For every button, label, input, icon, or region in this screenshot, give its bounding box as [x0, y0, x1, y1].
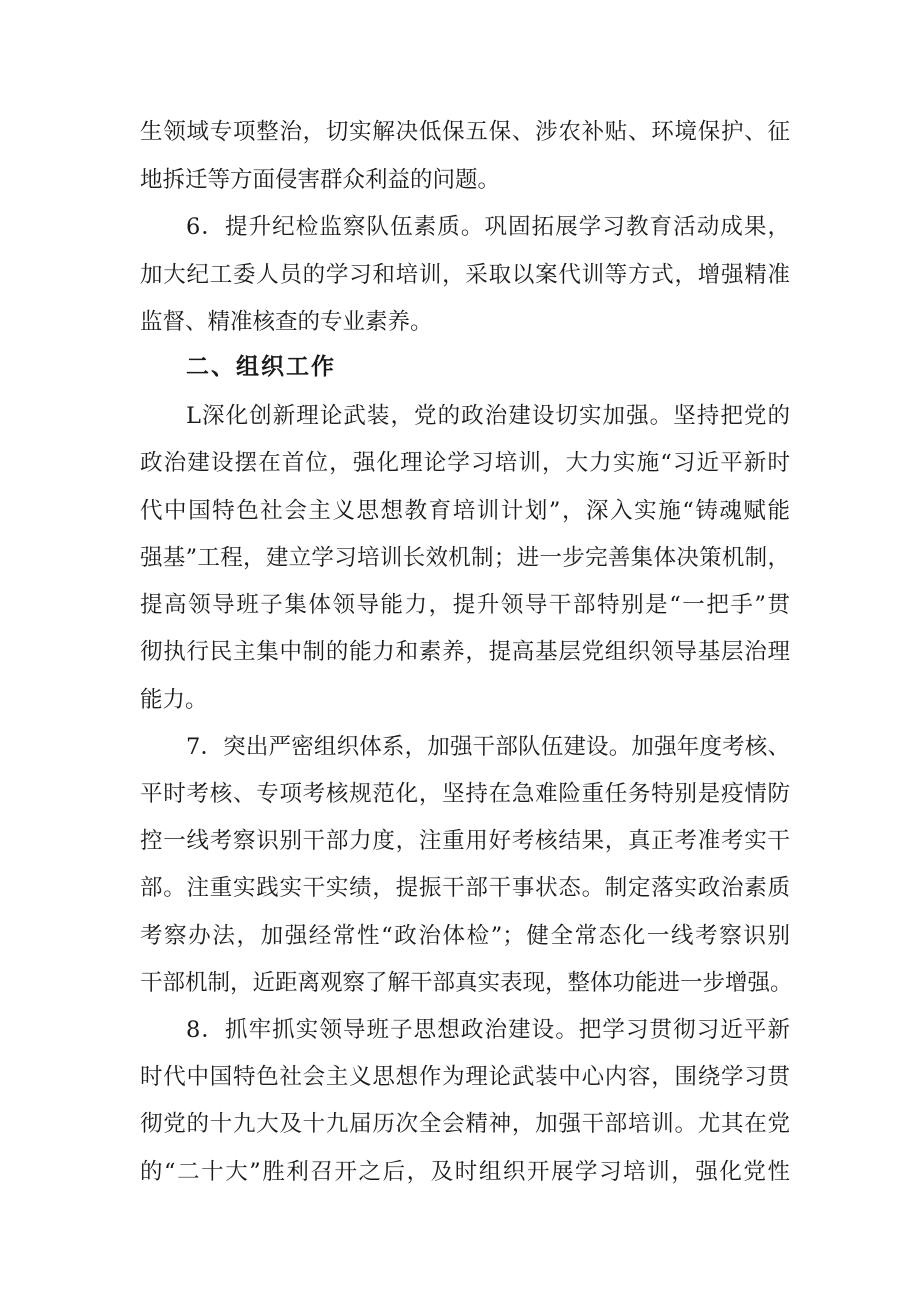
- paragraph-6-start: 6．提升纪检监察队伍素质。巩固拓展学习教育活动成果，: [186, 214, 790, 240]
- text-line: 彻执行民主集中制的能力和素养，提高基层党组织领导基层治理: [140, 639, 790, 665]
- text-line: 干部机制，近距离观察了解干部真实表现，整体功能进一步增强。: [140, 970, 793, 996]
- text-line: 控一线考察识别干部力度，注重用好考核结果，真正考准考实干: [140, 828, 790, 854]
- text-line: 彻党的十九大及十九届历次全会精神，加强干部培训。尤其在党: [140, 1111, 790, 1137]
- text-line: 代中国特色社会主义思想教育培训计划”，深入实施“铸魂赋能: [140, 498, 790, 524]
- text-line: 加大纪工委人员的学习和培训，采取以案代训等方式，增强精准: [140, 262, 790, 288]
- text-line: 强基”工程，建立学习培训长效机制；进一步完善集体决策机制，: [140, 545, 790, 571]
- text-line: 时代中国特色社会主义思想作为理论武装中心内容，围绕学习贯: [140, 1064, 790, 1090]
- text-line: 平时考核、专项考核规范化，坚持在急难险重任务特别是疫情防: [140, 781, 790, 807]
- section-heading-organization: 二、组织工作: [186, 354, 336, 380]
- text-line: 生领域专项整治，切实解决低保五保、涉农补贴、环境保护、征: [140, 119, 790, 145]
- text-line: 政治建设摆在首位，强化理论学习培训，大力实施“习近平新时: [140, 450, 790, 476]
- text-line: 提高领导班子集体领导能力，提升领导干部特别是“一把手”贯: [140, 592, 790, 618]
- paragraph-l-start: L深化创新理论武装，党的政治建设切实加强。坚持把党的: [186, 403, 790, 429]
- text-line: 地拆迁等方面侵害群众利益的问题。: [140, 167, 501, 193]
- paragraph-8-start: 8．抓牢抓实领导班子思想政治建设。把学习贯彻习近平新: [186, 1017, 790, 1043]
- text-line: 监督、精准核查的专业素养。: [140, 309, 433, 335]
- paragraph-7-start: 7．突出严密组织体系，加强干部队伍建设。加强年度考核、: [186, 734, 790, 760]
- text-line: 的“二十大”胜利召开之后，及时组织开展学习培训，强化党性: [140, 1159, 790, 1185]
- text-line: 能力。: [140, 687, 208, 713]
- text-line: 部。注重实践实干实绩，提振干部干事状态。制定落实政治素质: [140, 875, 790, 901]
- text-line: 考察办法，加强经常性“政治体检”；健全常态化一线考察识别: [140, 923, 790, 949]
